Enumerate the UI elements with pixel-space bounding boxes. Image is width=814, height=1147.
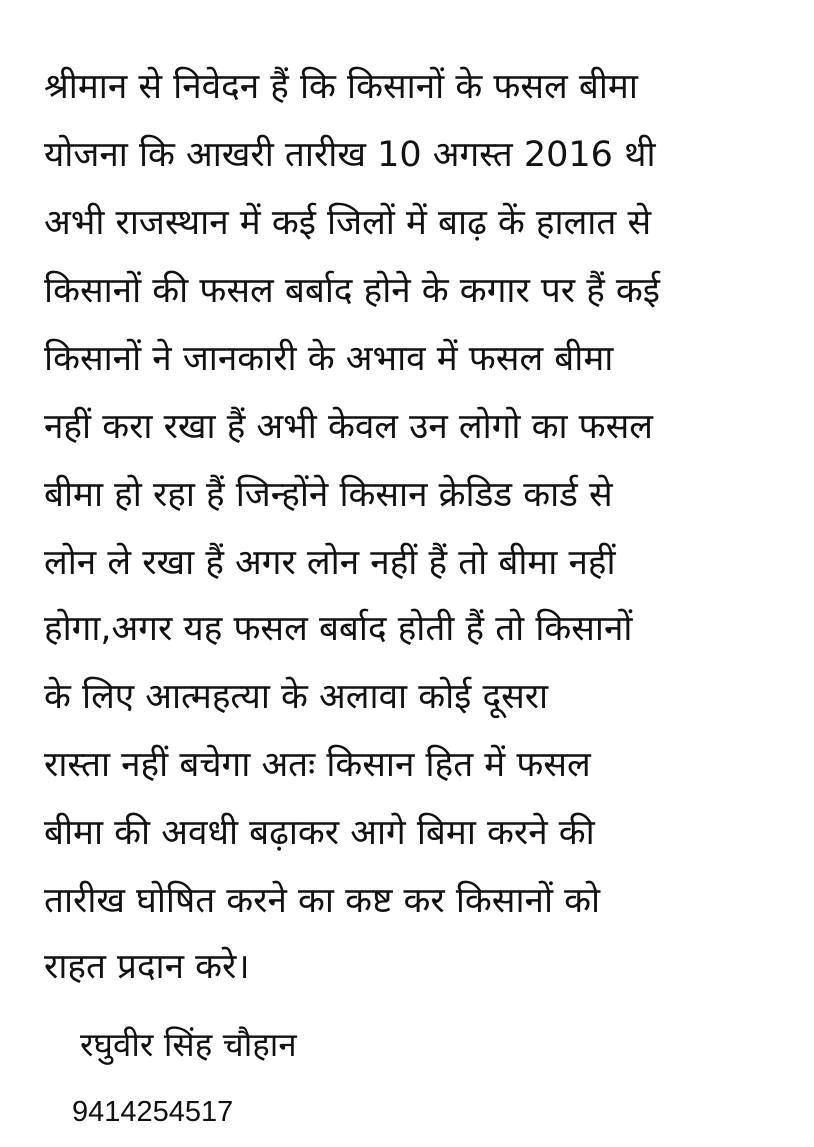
letter-line: योजना कि आखरी तारीख 10 अगस्त 2016 थी <box>44 135 656 175</box>
letter-line: बीमा हो रहा हैं जिन्होंने किसान क्रेडिड कार्ड से <box>44 475 613 515</box>
letter-line: होगा,अगर यह फसल बर्बाद होती हैं तो किसानों <box>44 609 633 649</box>
signature-name: रघुवीर सिंह चौहान <box>80 1025 297 1064</box>
letter-line: किसानों ने जानकारी के अभाव में फसल बीमा <box>44 339 614 379</box>
signature-phone: 9414254517 <box>72 1096 234 1128</box>
letter-line: राहत प्रदान करे। <box>44 947 250 987</box>
letter-line: किसानों की फसल बर्बाद होने के कगार पर हैं कई <box>44 271 660 311</box>
letter-line: रास्ता नहीं बचेगा अतः किसान हित में फसल <box>44 745 591 785</box>
letter-line: के लिए आत्महत्या के अलावा कोई दूसरा <box>44 677 549 717</box>
letter-line: श्रीमान से निवेदन हैं कि किसानों के फसल बीमा <box>44 67 638 107</box>
letter-line: लोन ले रखा हैं अगर लोन नहीं हैं तो बीमा नहीं <box>44 543 616 583</box>
letter-line: नहीं करा रखा हैं अभी केवल उन लोगो का फसल <box>44 407 654 447</box>
letter-line: अभी राजस्थान में कई जिलों में बाढ़ कें हालात से <box>44 203 652 243</box>
letter-line: तारीख घोषित करने का कष्ट कर किसानों को <box>44 881 601 921</box>
letter-line: बीमा की अवधी बढ़ाकर आगे बिमा करने की <box>44 813 595 853</box>
